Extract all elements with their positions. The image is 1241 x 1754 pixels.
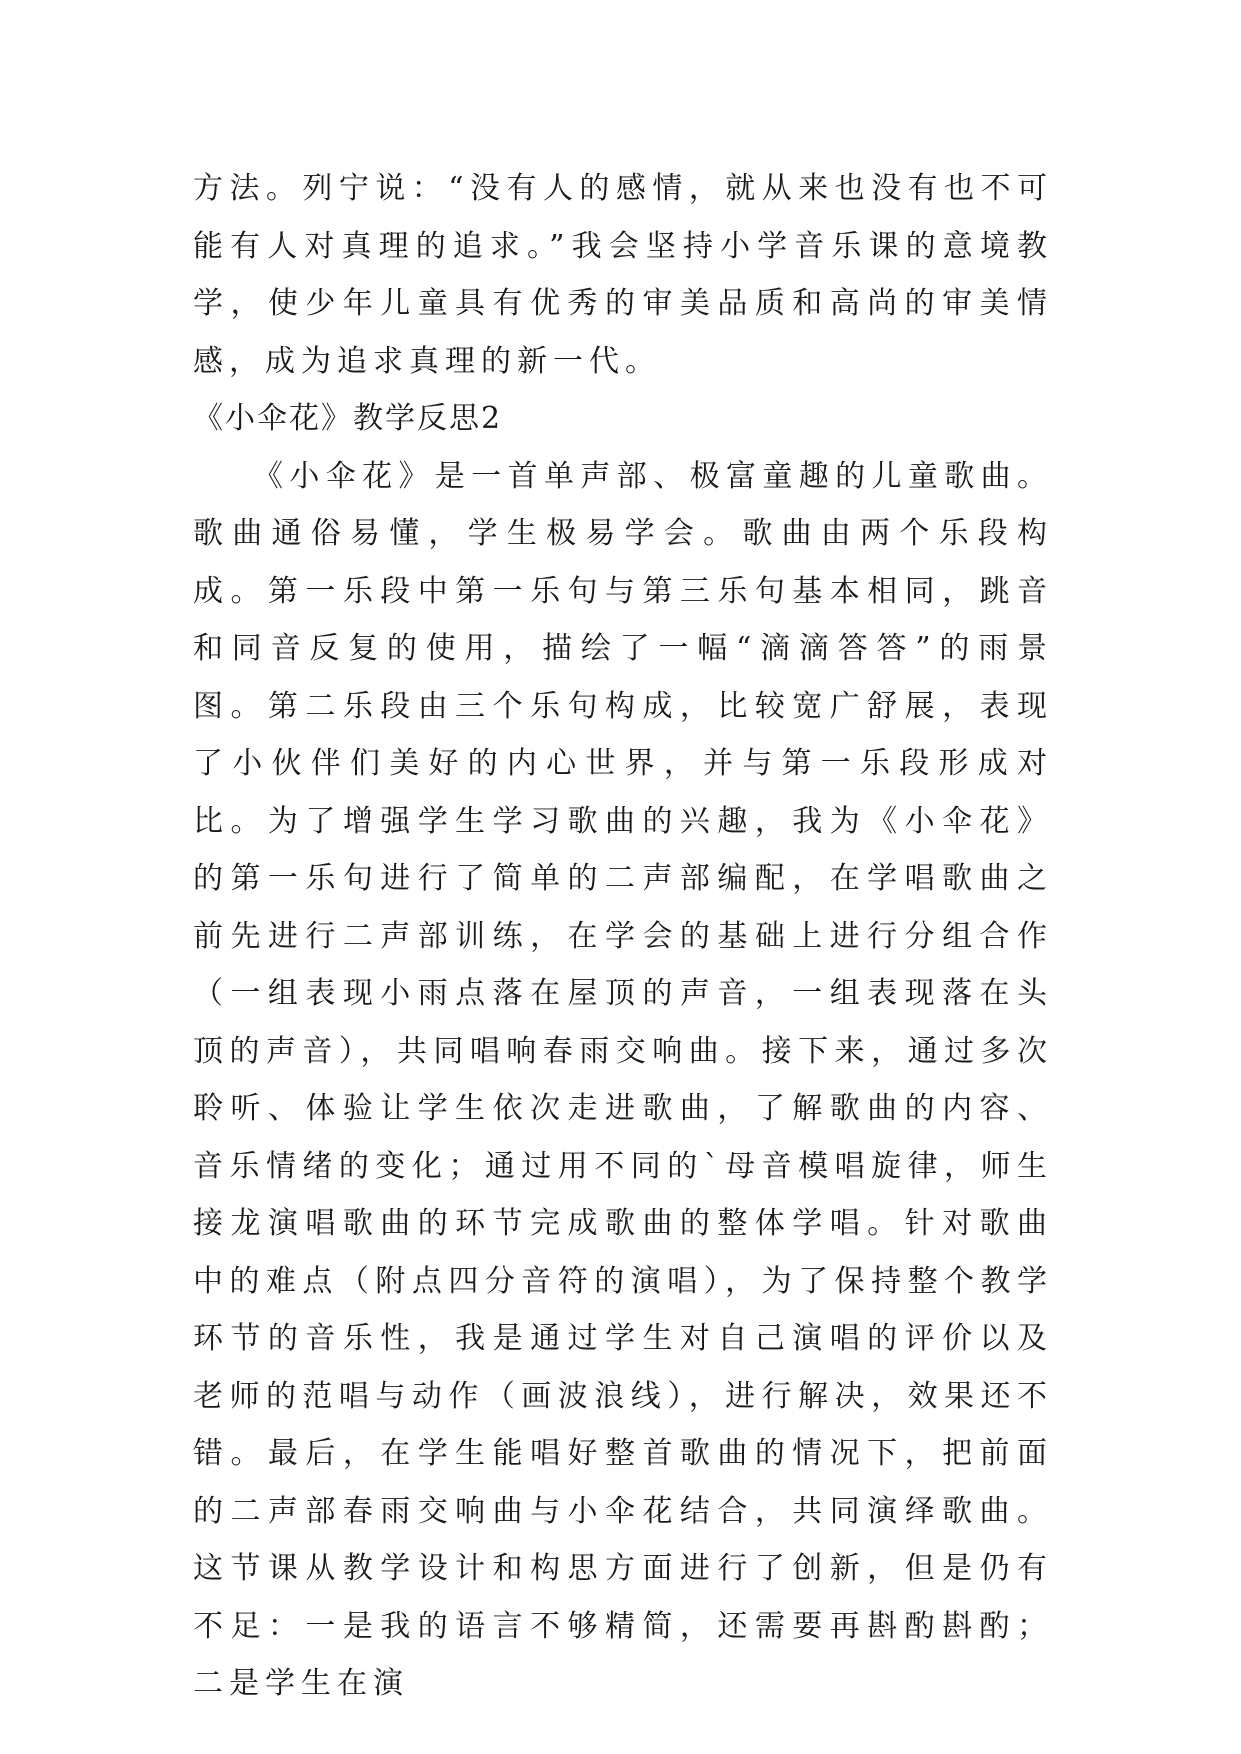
document-body — [193, 160, 1053, 1713]
section-heading: 《小伞花》教学反思2 — [193, 401, 503, 436]
continuation-paragraph: 方法。列宁说：“没有人的感情，就从来也没有也不可能有人对真理的追求。”我会坚持小学音乐课的意境教学，使少年儿童具有优秀的审美品质和高尚的审美情感，成为追求真理的新一代。 — [193, 171, 1053, 379]
body-paragraph: 《小伞花》是一首单声部、极富童趣的儿童歌曲。歌曲通俗易懂，学生极易学会。歌曲由两个乐段构成。第一乐段中第一乐句与第三乐句基本相同，跳音和同音反复的使用，描绘了一幅“滴滴答答”的雨景图。第二乐段由三个乐句构成，比较宽广舒展，表现了小伙伴们美好的内心世界，并与第一乐段形成对比。为了增强学生学习歌曲的兴趣，我为《小伞花》的第一乐句进行了简单的二声部编配，在学唱歌曲之前先进行二声部训练，在学会的基础上进行分组合作（一组表现小雨点落在屋顶的声音，一组表现落在头顶的声音），共同唱响春雨交响曲。接下来，通过多次聆听、体验让学生依次走进歌曲，了解歌曲的内容、音乐情绪的变化；通过用不同的`母音模唱旋律，师生接龙演唱歌曲的环节完成歌曲的整体学唱。针对歌曲中的难点（附点四分音符的演唱），为了保持整个教学环节的音乐性，我是通过学生对自己演唱的评价以及老师的范唱与动作（画波浪线），进行解决，效果还不错。最后，在学生能唱好整首歌曲的情况下，把前面的二声部春雨交响曲与小伞花结合，共同演绎歌曲。这节课从教学设计和构思方面进行了创新，但是仍有不足：一是我的语言不够精简，还需要再斟酌斟酌；二是学生在演 — [193, 458, 1053, 1701]
